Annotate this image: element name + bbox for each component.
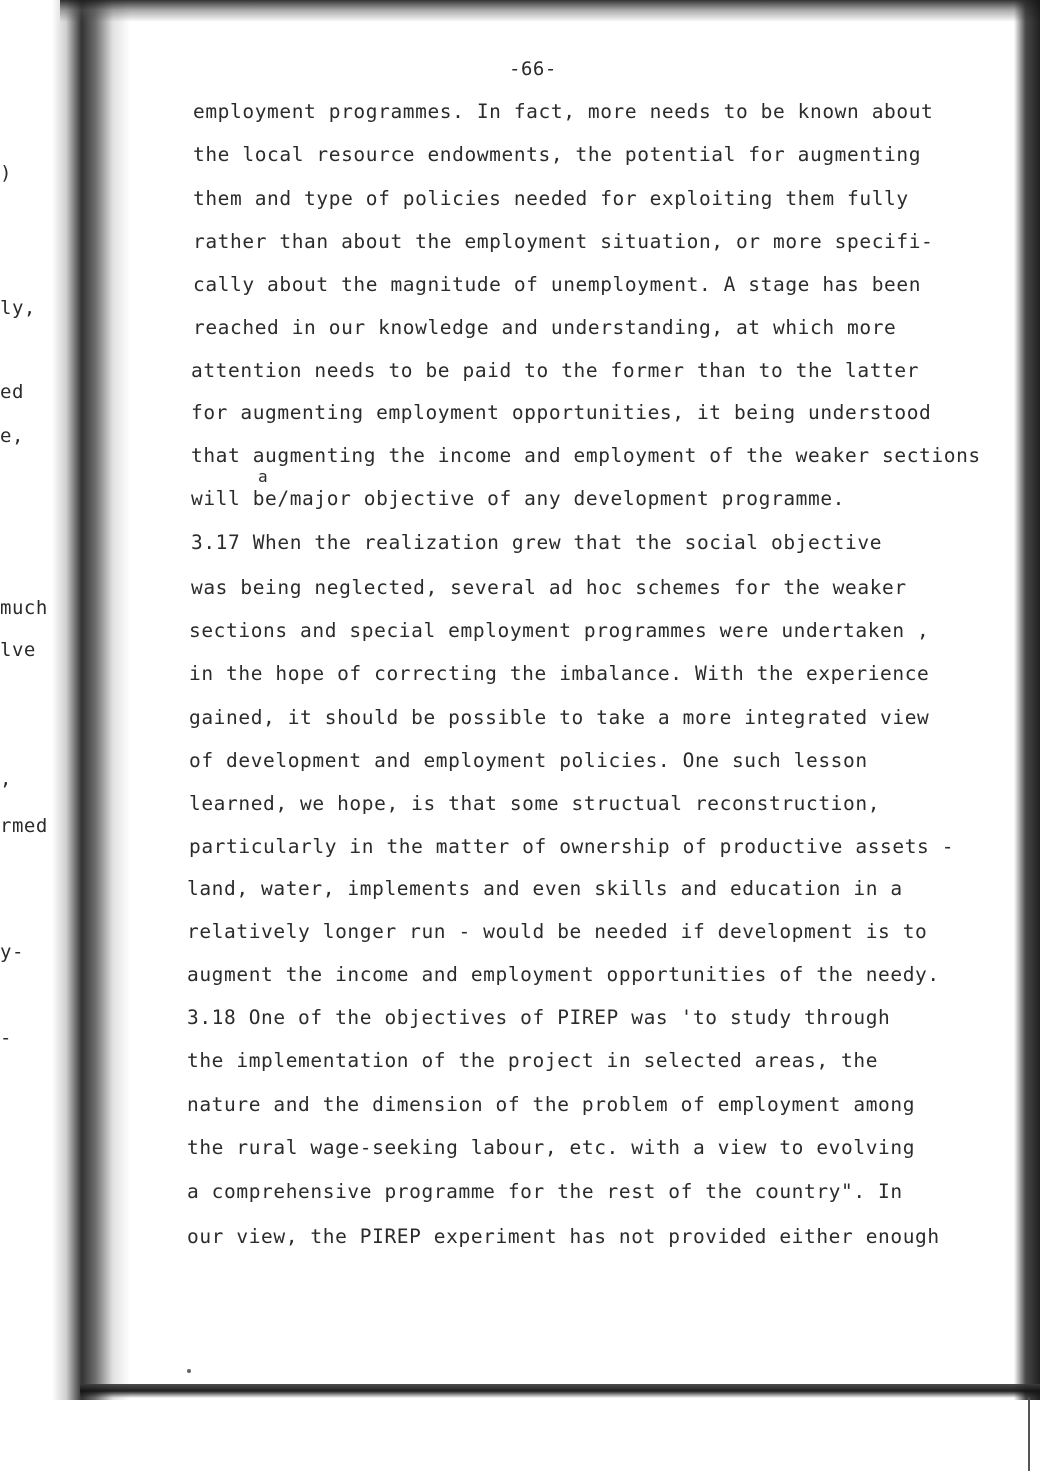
previous-page-fragment: lve — [0, 639, 36, 661]
text-line: relatively longer run - would be needed if development is to — [187, 920, 928, 943]
text-line: our view, the PIREP experiment has not provided either enough — [187, 1225, 940, 1248]
text-line: the rural wage-seeking labour, etc. with a view to evolving — [187, 1136, 916, 1159]
previous-page-fragment: - — [0, 1027, 12, 1049]
text-line: employment programmes. In fact, more needs to be known about — [193, 100, 934, 123]
previous-page-fragment: , — [0, 768, 12, 790]
text-line: was being neglected, several ad hoc schemes for the weaker — [191, 576, 907, 599]
text-line: a comprehensive programme for the rest of the country". In — [187, 1180, 903, 1203]
previous-page-fragment: ) — [0, 162, 12, 184]
text-line: learned, we hope, is that some structual reconstruction, — [189, 792, 881, 815]
text-line: rather than about the employment situation, or more specifi- — [193, 230, 934, 253]
text-line: them and type of policies needed for exploiting them fully — [193, 187, 909, 210]
ink-speck — [187, 1369, 191, 1373]
text-line: attention needs to be paid to the former than to the latter — [191, 359, 920, 382]
insertion-mark: a — [258, 467, 269, 486]
page-bottom-edge — [80, 1384, 1040, 1398]
text-line: cally about the magnitude of unemployment. A stage has been — [193, 273, 922, 296]
page-number: -66- — [509, 58, 557, 80]
previous-page-fragment: ed — [0, 381, 24, 403]
text-line: will be/major objective of any development programme. — [191, 487, 846, 510]
page-right-edge — [1014, 0, 1040, 1400]
previous-page-fragment: y- — [0, 941, 24, 963]
text-line: of development and employment policies. One such lesson — [189, 749, 868, 772]
text-line: in the hope of correcting the imbalance. With the experience — [189, 662, 930, 685]
text-line: the local resource endowments, the potential for augmenting — [193, 143, 922, 166]
page-top-edge — [60, 0, 1040, 22]
text-line: sections and special employment programmes were undertaken , — [189, 619, 930, 642]
text-line: gained, it should be possible to take a more integrated view — [189, 706, 930, 729]
text-line: particularly in the matter of ownership of productive assets - — [189, 835, 955, 858]
book-gutter-shadow — [52, 0, 130, 1400]
paragraph-line-3-17: 3.17 When the realization grew that the social objective — [191, 531, 883, 554]
paragraph-line-3-18: 3.18 One of the objectives of PIREP was 'to study through — [187, 1006, 891, 1029]
text-line: reached in our knowledge and understanding, at which more — [193, 316, 897, 339]
previous-page-fragment: much — [0, 597, 48, 619]
text-line: the implementation of the project in selected areas, the — [187, 1049, 879, 1072]
previous-page-fragment: rmed — [0, 815, 48, 837]
text-line: augment the income and employment opportunities of the needy. — [187, 963, 940, 986]
text-line: that augmenting the income and employment of the weaker sections — [191, 444, 981, 467]
previous-page-fragment: e, — [0, 425, 24, 447]
text-line: for augmenting employment opportunities, it being understood — [191, 401, 932, 424]
text-line: nature and the dimension of the problem of employment among — [187, 1093, 916, 1116]
previous-page-fragment: ly, — [0, 297, 36, 319]
text-line: land, water, implements and even skills and education in a — [187, 877, 903, 900]
under-page-edge — [1028, 1398, 1030, 1471]
